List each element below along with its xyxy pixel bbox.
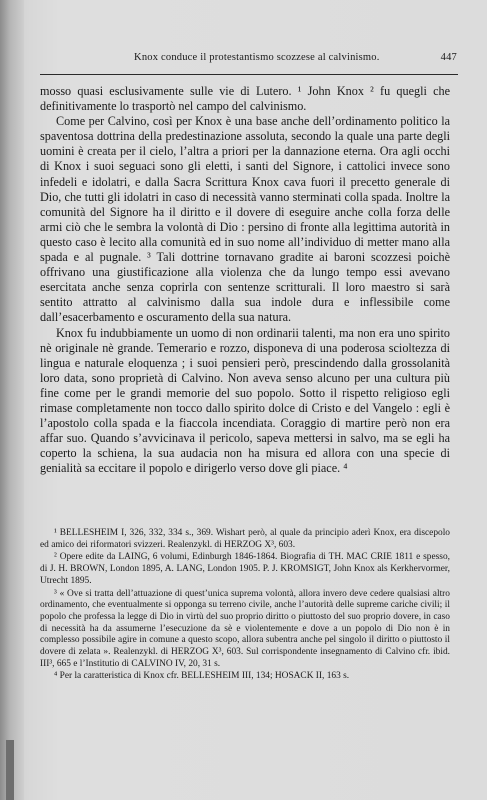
footnote-1: ¹ BELLESHEIM I, 326, 332, 334 s., 369. Wishart però, al quale da principio aderì Knox, era discepolo ed amico dei riformatori svizzeri. Realenzykl. di HERZOG X³, 603.	[40, 528, 450, 550]
page-gutter-shadow	[0, 0, 24, 800]
binding-edge	[6, 740, 14, 800]
footnote-4: ⁴ Per la caratteristica di Knox cfr. BELLESHEIM III, 134; HOSACK II, 163 s.	[54, 671, 350, 682]
page-number: 447	[440, 52, 457, 63]
footnote-2: ² Opere edite da LAING, 6 volumi, Edinburgh 1846-1864. Biografia di TH. MAC CRIE 1811 e spesso, di J. H. BROWN, London 1895, A. LANG, London 1905. P. J. KROMSIGT, John Knox als Kerkhervormer, Utrecht 1895.	[40, 552, 450, 586]
footnote-3: ³ « Ove si tratta dell’attuazione di quest’unica suprema volontà, allora invero deve cedere qualsiasi altro ordinamento, che eventualmente si opponga su terreno civile, anche l’autorità delle supreme cariche civili; il popolo che professa la legge di Dio in virtù del suo proprio diritto o piuttosto del suo proprio dovere, in caso di necessità ha da assumerne l’esecuzione da sè e violentemente e dove a un popolo di Dio non è in complesso possibile agire in comune a questo scopo, allora subentra anche pel singolo il diritto o piuttosto il dovere di zelata ». Realenzykl. di HERZOG X³, 603. Sul corrispondente insegnamento di Calvino cfr. ibid. III³, 665 e l’Institutio di CALVINO IV, 20, 31 s.	[40, 588, 450, 669]
header-rule	[40, 74, 458, 75]
paragraph: Knox fu indubbiamente un uomo di non ordinarii talenti, ma non era uno spirito nè originale nè grande. Temerario e rozzo, disponeva di una poderosa scioltezza di lingua e naturale eloquenza ; i suoi pensieri però, prescindendo dalla grossolanità loro data, sono proprietà di Calvino. Non aveva senso alcuno per una cultura più fine come per le grandi memorie del suo popolo. Sotto il rispetto religioso egli rimase completamente non tocco dallo spirito dolce di Cristo e del Vangelo : egli è l’apostolo colla spada e la fiaccola incendiata. Coraggio di martire però non era affar suo. Quando s’avvicinava il pericolo, sapeva mettersi in salvo, ma se egli ha coperto la schiena, la sua audacia non ha misura ed allora con una specie di genialità sa eccitare il popolo e dirigerlo verso dove gli piace. ⁴	[40, 325, 450, 476]
running-title: Knox conduce il protestantismo scozzese al calvinismo.	[134, 52, 380, 63]
paragraph: Come per Calvino, così per Knox è una base anche dell’ordinamento politico la spaventosa dottrina della predestinazione assoluta, secondo la quale una parte degli uomini è creata per il cielo, l’altra a priori per la dannazione eterna. Ora agli occhi di Knox i suoi seguaci sono gli eletti, i santi del Signore, i cattolici invece sono infedeli e idolatri, e dalla Sacra Scrittura Knox cava fuori il precetto generale di Dio, che tutti gli idolatri in caso di necessità vanno sterminati colla spada. Inoltre la comunità del Signore ha il diritto e il dovere di eseguire anche colla forza delle armi ciò che le sembra la volontà di Dio : persino di fronte alla legittima autorità in questo caso è lecito alla comunità ed in suo nome all’individuo di metter mano alla spada e al pugnale. ³ Tali dottrine tornavano gradite ai baroni scozzesi poichè offrivano una giustificazione alla violenza che da lungo tempo essi avevano esercitata anche senza coprirla con sentenze scritturali. Il loro maestro si sarà sentito attratto al calvinismo dalla sua indole dura e inflessibile come dall’esacerbamento e oscuramento della sua natura.	[40, 114, 450, 325]
paragraph: mosso quasi esclusivamente sulle vie di Lutero. ¹ John Knox ² fu quegli che definitivamente lo trasportò nel campo del calvinismo.	[40, 84, 450, 114]
main-text	[40, 84, 450, 476]
footnotes	[40, 528, 450, 684]
running-header	[73, 52, 457, 63]
